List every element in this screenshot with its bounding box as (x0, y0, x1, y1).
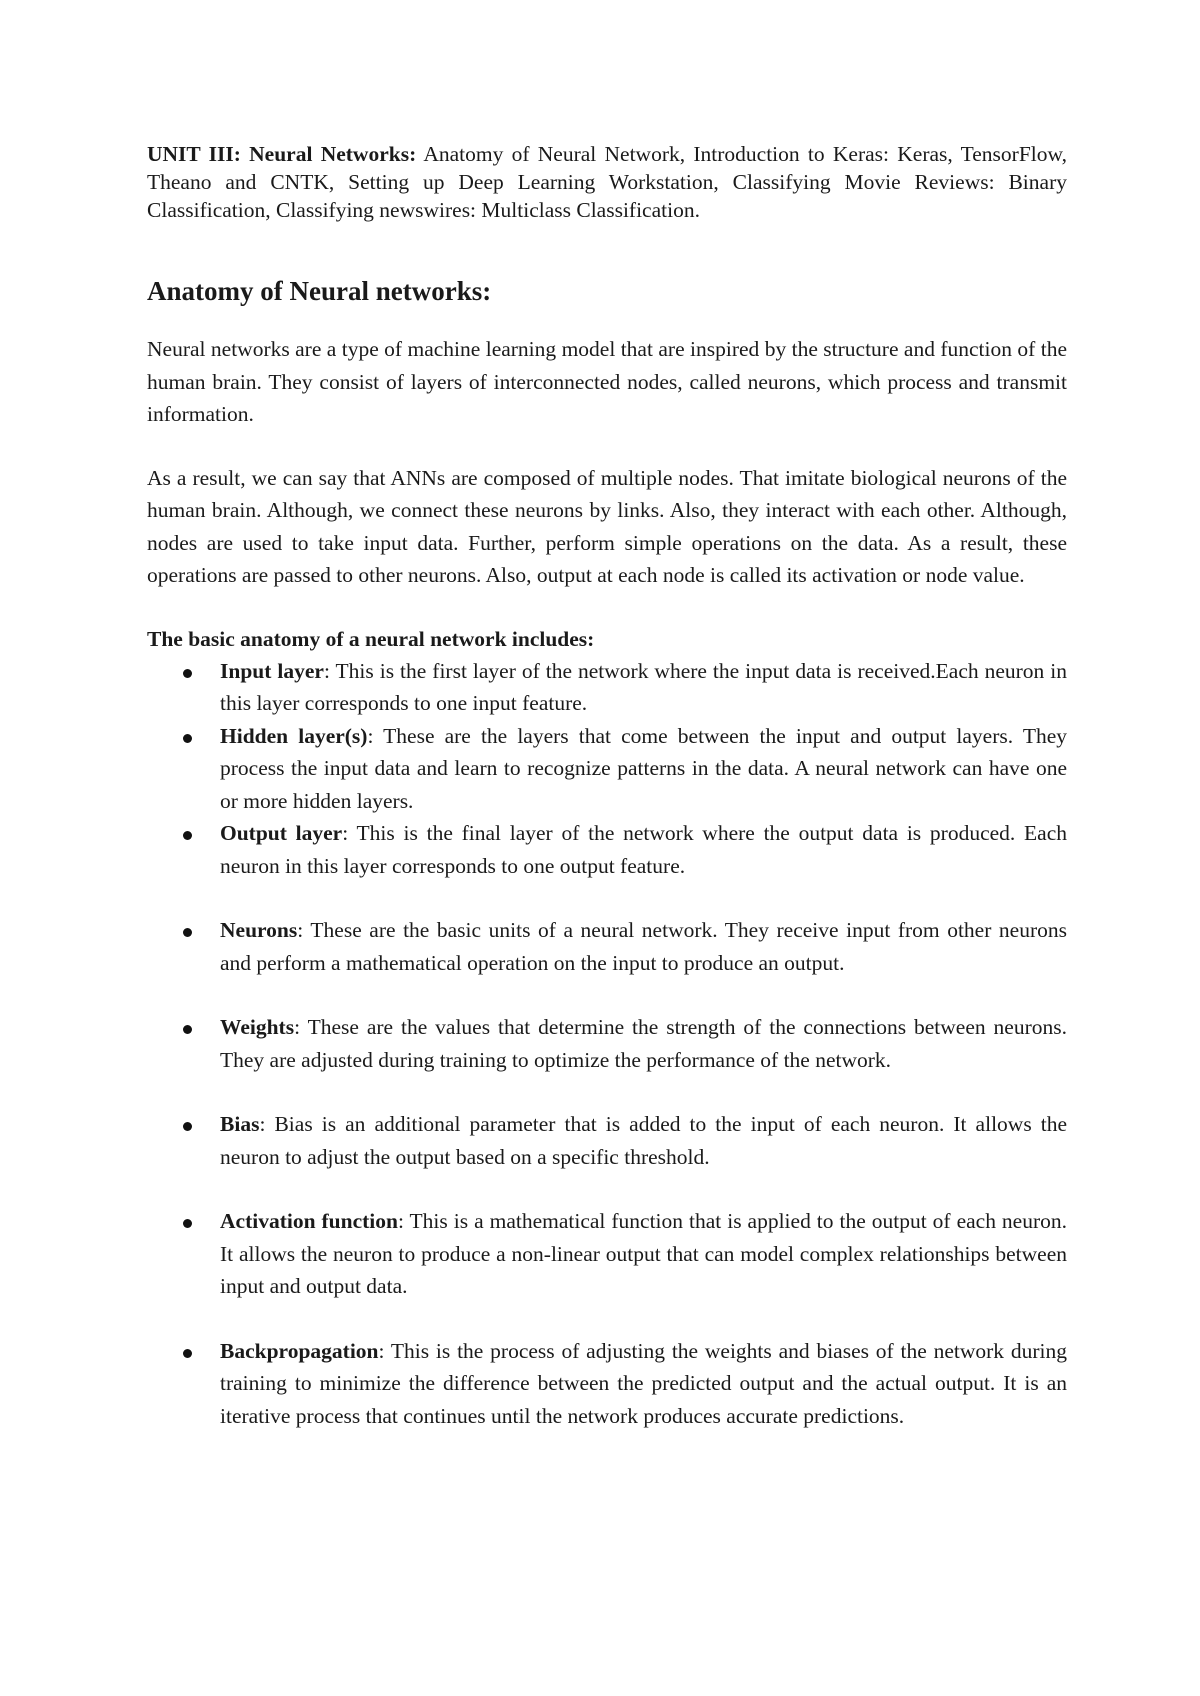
bullet-icon (183, 928, 192, 937)
desc-output-layer: : This is the final layer of the network where the output data is produced. Each neuron in this layer corresponds to one output feature. (220, 821, 1067, 878)
term-input-layer: Input layer (220, 658, 324, 683)
desc-hidden-layers: : These are the layers that come between the input and output layers. They process the input data and learn to recognize patterns in the data. A neural network can have one or more hidden layers. (220, 723, 1067, 813)
term-weights: Weights (220, 1015, 295, 1039)
list-item-weights (147, 1011, 1067, 1076)
desc-input-layer: : This is the first layer of the network where the input data is received.Each neuron in this layer corresponds to one input feature. (220, 658, 1067, 715)
list-item-hidden-layers (147, 720, 1067, 818)
section-title: Anatomy of Neural networks: (147, 276, 492, 306)
bullet-icon (183, 1122, 192, 1131)
intro-paragraph: Neural networks are a type of machine learning model that are inspired by the structure and function of the human brain. They consist of layers of interconnected nodes, called neurons, which process and transmit information. (147, 337, 1067, 426)
term-bias: Bias (220, 1112, 260, 1136)
bullet-icon (183, 734, 192, 743)
list-item-activation-function (147, 1205, 1067, 1303)
anatomy-list (147, 655, 1067, 1433)
list-item-bias (147, 1108, 1067, 1173)
bullet-icon (183, 1349, 192, 1358)
bullet-icon (183, 669, 192, 678)
document-page (147, 140, 1067, 1432)
list-title: The basic anatomy of a neural network includes: (147, 626, 595, 651)
bullet-icon (183, 1219, 192, 1228)
ann-paragraph: As a result, we can say that ANNs are composed of multiple nodes. That imitate biological neurons of the human brain. Although, we connect these neurons by links. Also, they interact with each other. Although, nodes are used to take input data. Further, perform simple operations on the data. As a result, these operations are passed to other neurons. Also, output at each node is called its activation or node value. (147, 465, 1067, 587)
term-backpropagation: Backpropagation (220, 1338, 379, 1363)
list-item-output-layer (147, 817, 1067, 882)
desc-activation-function: : This is a mathematical function that is applied to the output of each neuron. It allows the neuron to produce a non-linear output that can model complex relationships between input and output data. (220, 1209, 1068, 1298)
desc-neurons: : These are the basic units of a neural network. They receive input from other neurons and perform a mathematical operation on the input to produce an output. (220, 918, 1067, 975)
bullet-icon (183, 831, 192, 840)
bullet-icon (183, 1025, 192, 1034)
desc-bias: : Bias is an additional parameter that is added to the input of each neuron. It allows the neuron to adjust the output based on a specific threshold. (220, 1112, 1067, 1169)
term-output-layer: Output layer (220, 821, 343, 845)
term-activation-function: Activation function (220, 1209, 398, 1233)
term-neurons: Neurons (220, 918, 298, 942)
unit-summary (147, 140, 1067, 224)
unit-contents: Anatomy of Neural Network, Introduction to Keras: Keras, TensorFlow, Theano and CNTK, Setting up Deep Learning Workstation, Classifying Movie Reviews: Binary Classification, Classifying newswires: Multiclass Classification. (147, 142, 1068, 222)
unit-label: UNIT III: (147, 142, 241, 166)
unit-topic: Neural Networks: (249, 142, 417, 166)
list-item-input-layer (147, 655, 1067, 720)
list-item-backpropagation (147, 1335, 1067, 1433)
list-item-neurons (147, 914, 1067, 979)
desc-weights: : These are the values that determine the strength of the connections between neurons. They are adjusted during training to optimize the performance of the network. (220, 1015, 1067, 1072)
desc-backpropagation: : This is the process of adjusting the weights and biases of the network during training to minimize the difference between the predicted output and the actual output. It is an iterative process that continues until the network produces accurate predictions. (220, 1338, 1067, 1428)
term-hidden-layers: Hidden layer(s) (220, 723, 368, 748)
